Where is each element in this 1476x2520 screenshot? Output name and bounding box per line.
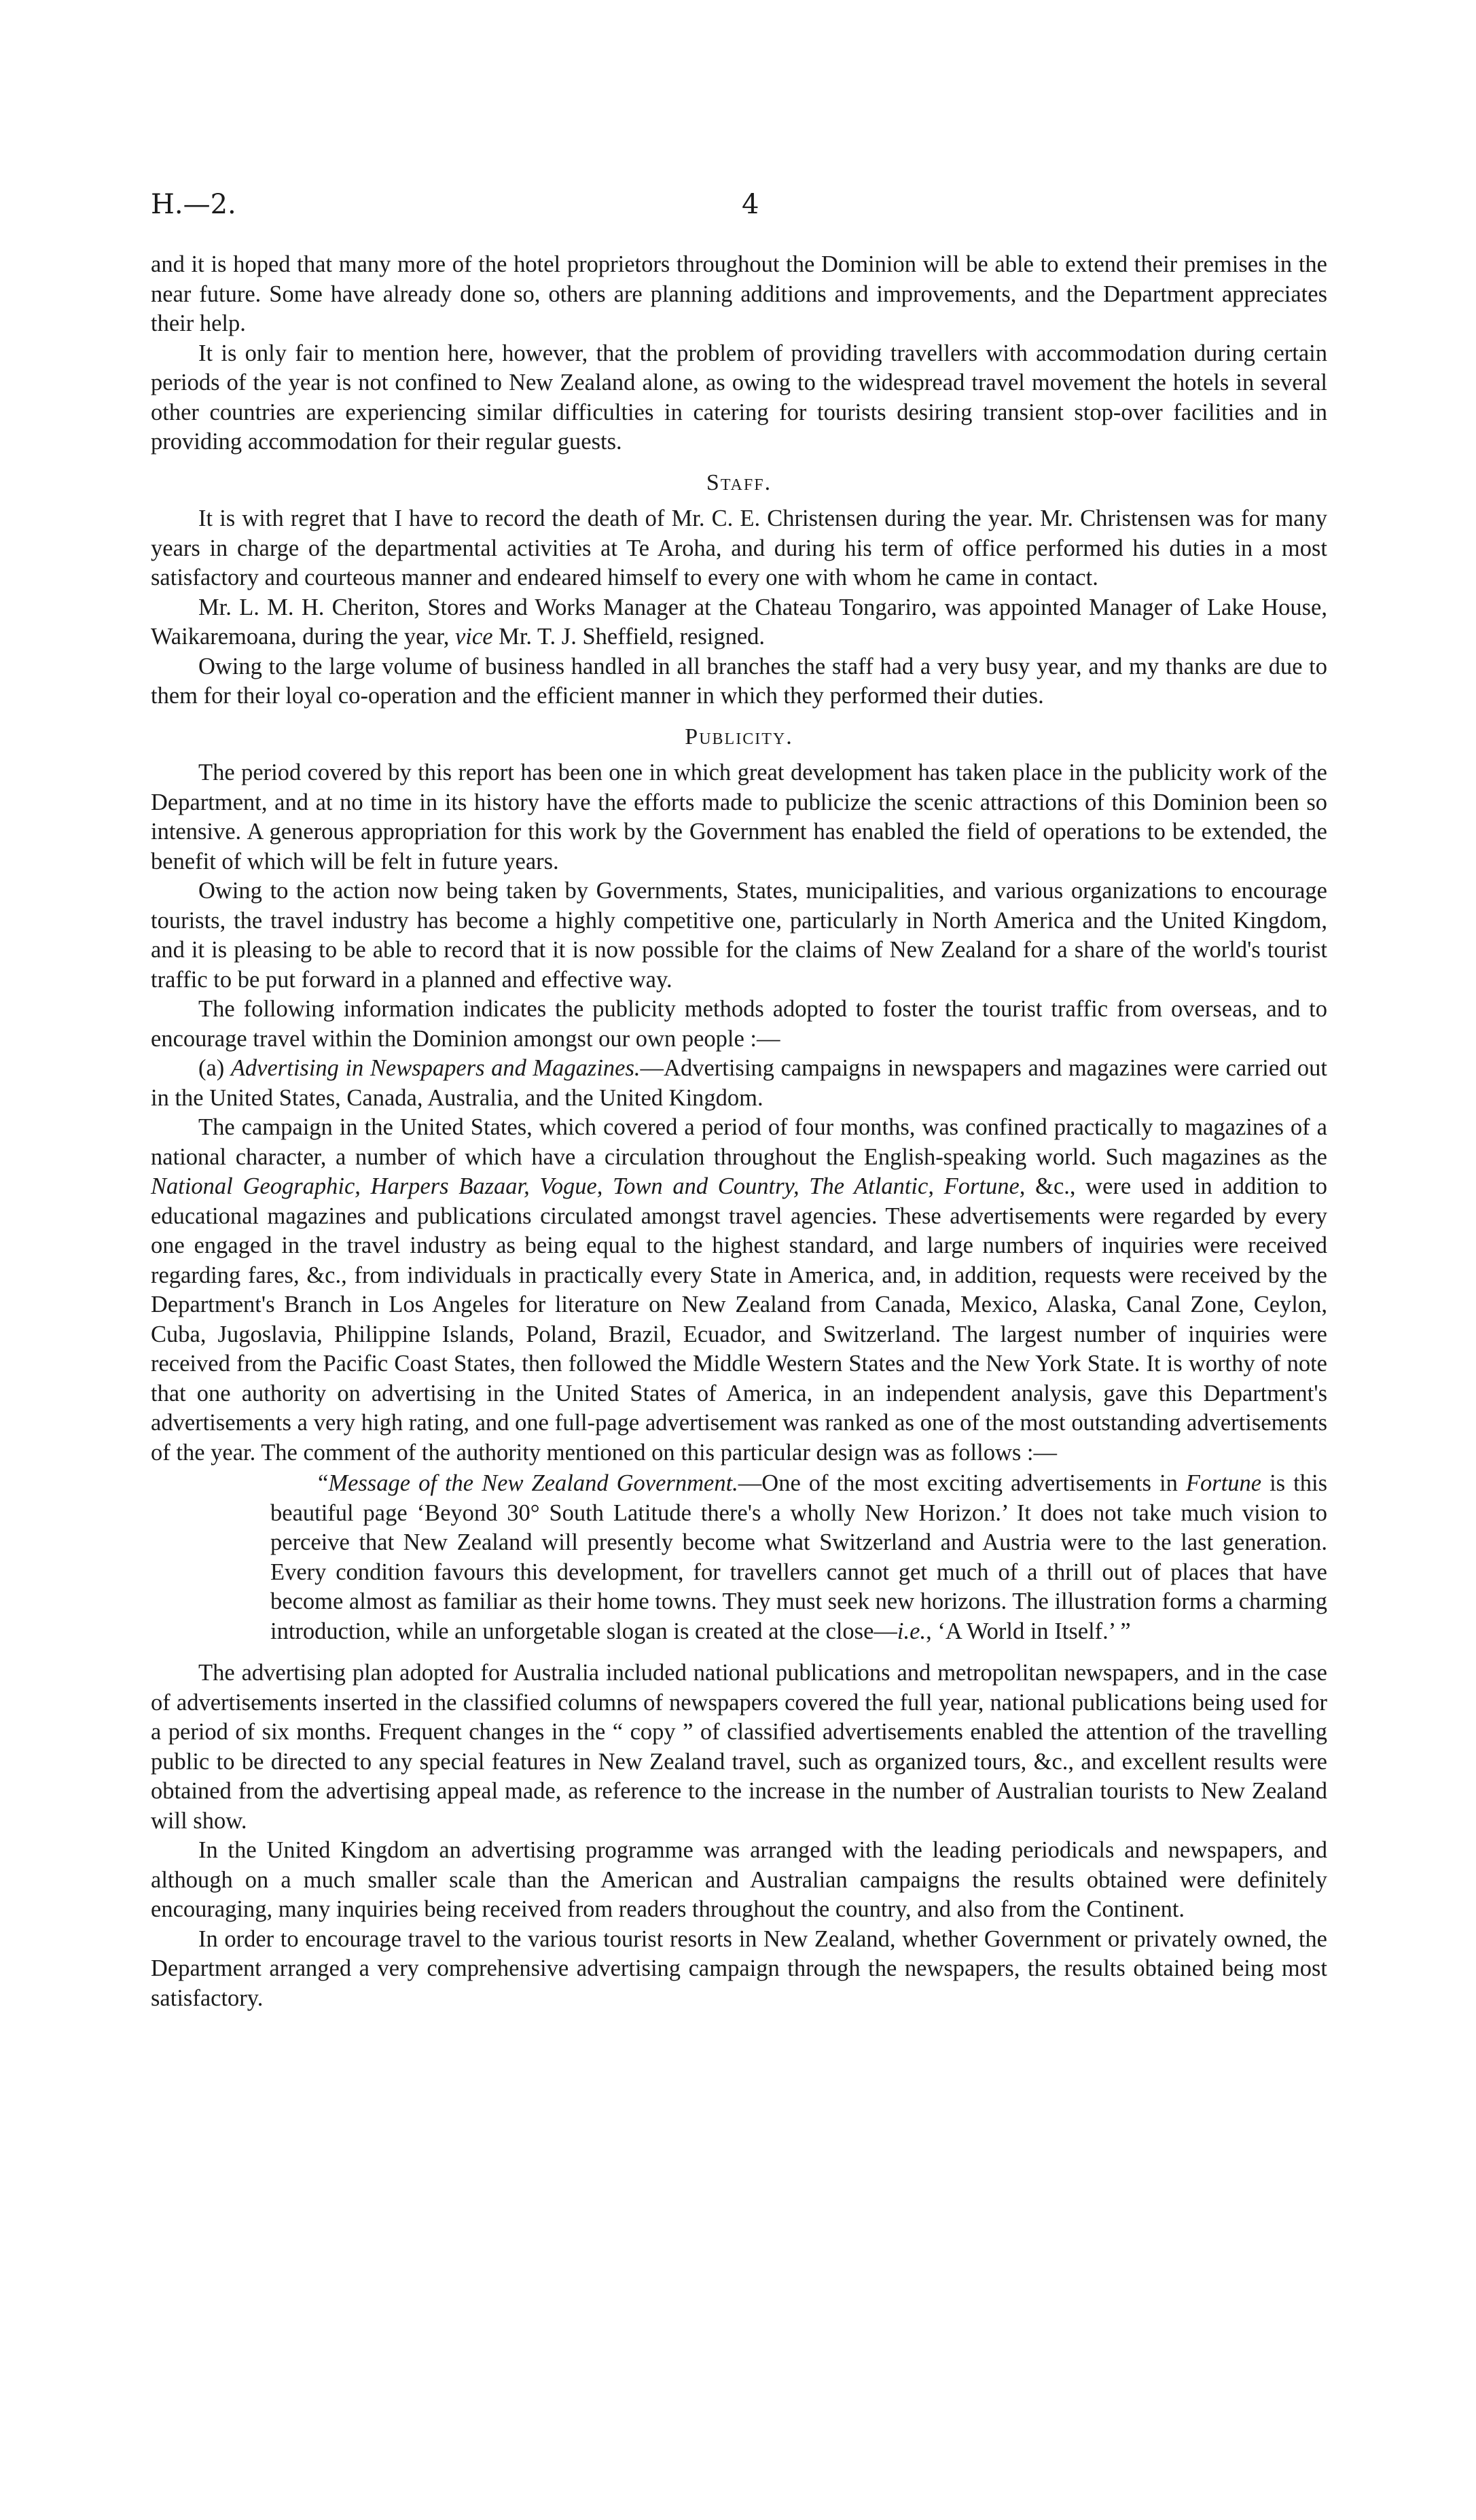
paragraph: Owing to the action now being taken by Governments, States, municipalities, and various organizations to encourage tourists, the travel industry has become a highly competitive one, particularly in North America and the United Kingdom, and it is pleasing to be able to record that it is now possible for the claims of New Zealand for a share of the world's tourist traffic to be put forward in a planned and effective way. xyxy=(151,878,1327,993)
italic-text: Message of the New Zealand Government. xyxy=(328,1470,738,1496)
italic-text: Advertising in Newspapers and Magazines. xyxy=(230,1055,641,1081)
block-quote: “Message of the New Zealand Government.—One of the most exciting advertisements in Fortune is this beautiful page ‘Beyond 30° South Latitude there's a wholly New Horizon.’ It does not take much vision to perceive that New Zealand will presently become what Switzerland and Austria were to the last generation. Every condition favours this development, for travellers cannot get much of a thrill out of places that have become almost as familiar as their home towns. They must seek new horizons. The illustration forms a charming introduction, while an unforgetable slogan is created at the close—i.e., ‘A World in Itself.’ ” xyxy=(270,1470,1327,1644)
paragraph: It is with regret that I have to record the death of Mr. C. E. Christensen during the year. Mr. Christensen was for many years in charge of the departmental activities at Te Aroha, and during his term of office performed his duties in a most satisfactory and courteous manner and endeared himself to every one with whom he came in contact. xyxy=(151,505,1327,590)
paragraph: Owing to the large volume of business handled in all branches the staff had a very busy year, and my thanks are due to them for their loyal co-operation and the efficient manner in which they performed their duties. xyxy=(151,653,1327,709)
paragraph: and it is hoped that many more of the hotel proprietors throughout the Dominion will be able to extend their premises in the near future. Some have already done so, others are planning additions and improvements, and the Department appreciates their help. xyxy=(151,251,1327,336)
report-reference: H.—2. xyxy=(151,189,236,220)
italic-text: National Geographic, Harpers Bazaar, Vogue, Town and Country, The Atlantic, Fortune, xyxy=(151,1173,1026,1199)
paragraph: The campaign in the United States, which covered a period of four months, was confined practically to magazines of a national character, a number of which have a circulation throughout the English-speaking world. Such magazines as the National Geographic, Harpers Bazaar, Vogue, Town and Country, The Atlantic, Fortune, &c., were used in addition to educational magazines and publications circulated amongst travel agencies. These advertisements were regarded by every one engaged in the travel industry as being equal to the highest standard, and large numbers of inquiries were received regarding fares, &c., from individuals in practically every State in America, and, in addition, requests were received by the Department's Branch in Los Angeles for literature on New Zealand from Canada, Mexico, Alaska, Canal Zone, Ceylon, Cuba, Jugoslavia, Philippine Islands, Poland, Brazil, Ecuador, and Switzerland. The largest number of inquiries were received from the Pacific Coast States, then followed the Middle Western States and the New York State. It is worthy of note that one authority on advertising in the United States of America, in an independent analysis, gave this Department's advertisements a very high rating, and one full-page advertisement was ranked as one of the most outstanding advertisements of the year. The comment of the authority mentioned on this particular design was as follows :— xyxy=(151,1114,1327,1466)
paragraph: In the United Kingdom an advertising programme was arranged with the leading periodicals and newspapers, and although on a much smaller scale than the American and Australian campaigns the results obtained were definitely encouraging, many inquiries being received from readers throughout the country, and also from the Continent. xyxy=(151,1837,1327,1922)
paragraph: It is only fair to mention here, however, that the problem of providing travellers with accommodation during certain periods of the year is not confined to New Zealand alone, as owing to the widespread travel movement the hotels in several other countries are experiencing similar difficulties in catering for tourists desiring transient stop-over facilities and in providing accommodation for their regular guests. xyxy=(151,340,1327,455)
paragraph: The following information indicates the publicity methods adopted to foster the tourist traffic from overseas, and to encourage travel within the Dominion amongst our own people :— xyxy=(151,996,1327,1052)
paragraph: In order to encourage travel to the various tourist resorts in New Zealand, whether Government or privately owned, the Department arranged a very comprehensive advertising campaign through the newspapers, the results obtained being most satisfactory. xyxy=(151,1926,1327,2011)
page-number: 4 xyxy=(742,189,759,220)
page-header xyxy=(151,189,1476,230)
italic-text: vice xyxy=(454,624,493,650)
paragraph: The period covered by this report has been one in which great development has taken place in the publicity work of the Department, and at no time in its history have the efforts made to publicize the scenic attractions of this Dominion been so intensive. A generous appropriation for this work by the Government has enabled the field of operations to be extended, the benefit of which will be felt in future years. xyxy=(151,760,1327,874)
paragraph: Mr. L. M. H. Cheriton, Stores and Works Manager at the Chateau Tongariro, was appointed Manager of Lake House, Waikaremoana, during the year, vice Mr. T. J. Sheffield, resigned. xyxy=(151,594,1327,650)
body-text xyxy=(151,250,1327,2013)
paragraph: The advertising plan adopted for Australia included national publications and metropolitan newspapers, and in the case of advertisements inserted in the classified columns of newspapers covered the full year, national publications being used for a period of six months. Frequent changes in the “ copy ” of classified advertisements enabled the attention of the travelling public to be directed to any special features in New Zealand travel, such as organized tours, &c., and excellent results were obtained from the advertising appeal made, as reference to the increase in the number of Australian tourists to New Zealand will show. xyxy=(151,1660,1327,1834)
italic-text: i.e. xyxy=(897,1618,926,1644)
section-heading-staff: Staff. xyxy=(706,469,772,495)
italic-text: Fortune xyxy=(1185,1470,1262,1496)
section-heading-publicity: Publicity. xyxy=(685,724,793,749)
paragraph: (a) Advertising in Newspapers and Magazines.—Advertising campaigns in newspapers and magazines were carried out in the United States, Canada, Australia, and the United Kingdom. xyxy=(151,1055,1327,1111)
